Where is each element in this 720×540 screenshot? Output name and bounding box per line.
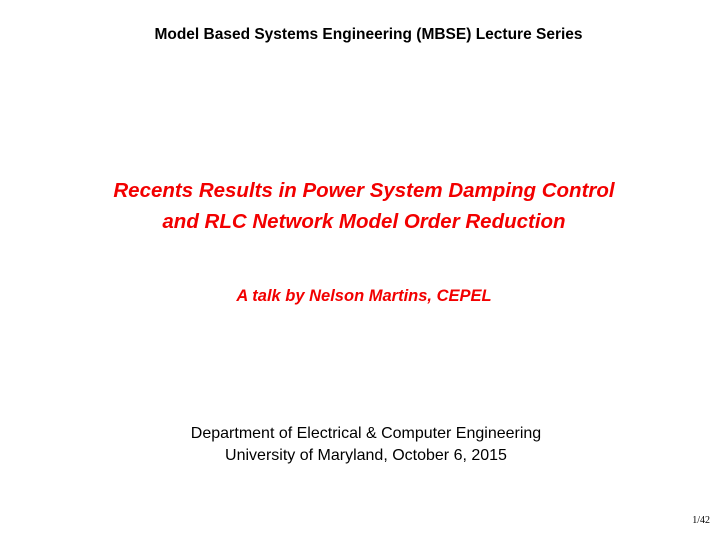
lecture-series-title: Model Based Systems Engineering (MBSE) Lecture Series — [154, 26, 583, 43]
affiliation-block — [0, 423, 720, 467]
page-number: 1/42 — [692, 515, 710, 526]
talk-title-line-1: Recents Results in Power System Damping Control — [113, 179, 615, 202]
department-line: Department of Electrical & Computer Engineering — [190, 425, 542, 442]
speaker-line: A talk by Nelson Martins, CEPEL — [236, 287, 492, 305]
talk-title-line-2: and RLC Network Model Order Reduction — [162, 210, 566, 233]
talk-title — [0, 175, 720, 237]
university-date-line: University of Maryland, October 6, 2015 — [225, 447, 507, 464]
